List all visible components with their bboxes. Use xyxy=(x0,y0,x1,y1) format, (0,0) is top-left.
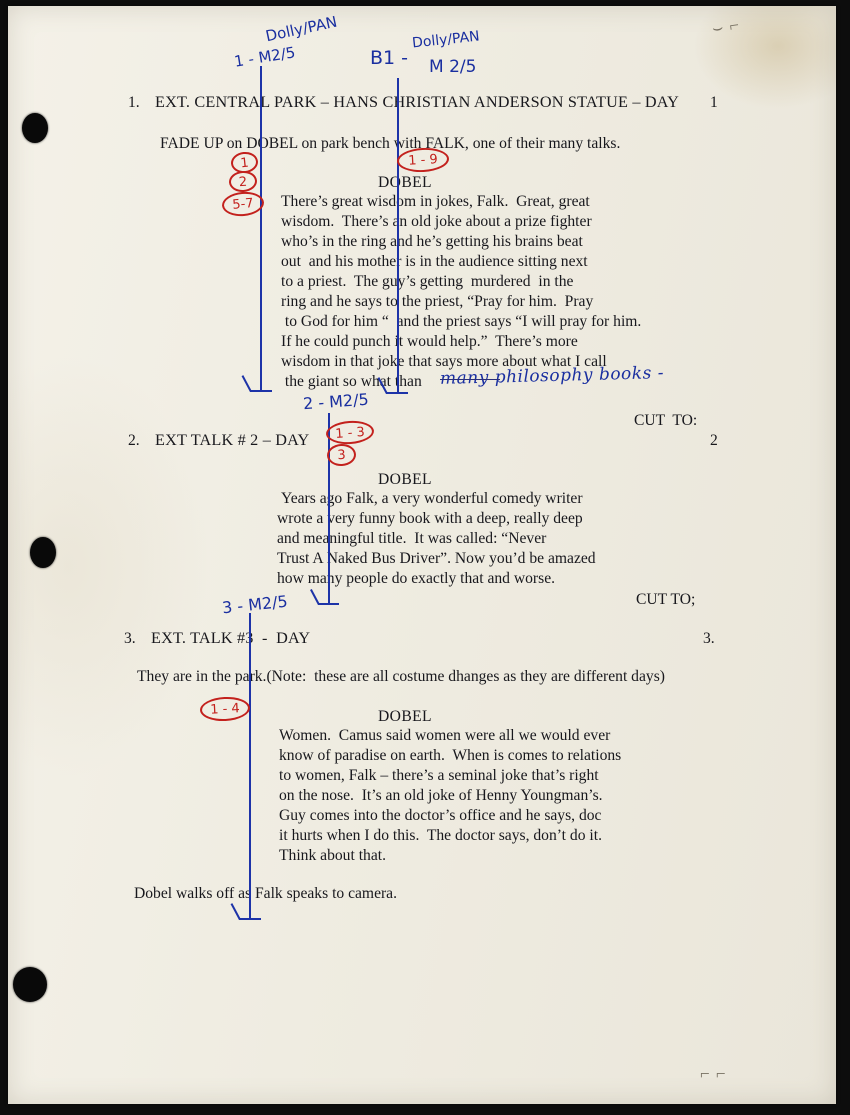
scene-number-left-2: 2. xyxy=(128,432,140,449)
dialogue-line: on the nose. It’s an old joke of Henny Youngman’s. xyxy=(279,787,603,804)
action-line-1: FADE UP on DOBEL on park bench with FALK, one of their many talks. xyxy=(160,135,621,152)
dialogue-line: the giant so what than xyxy=(281,373,422,390)
scene-heading-2: EXT TALK # 2 – DAY xyxy=(155,431,310,449)
dialogue-line: wisdom. There’s an old joke about a prize fighter xyxy=(281,213,592,230)
shot-hold-line-foot xyxy=(318,603,339,605)
red-circle-1-4: 1 - 4 xyxy=(199,696,250,723)
dialogue-line: wrote a very funny book with a deep, really deep xyxy=(277,510,583,527)
character-cue-1: DOBEL xyxy=(378,174,432,191)
action-line-end: Dobel walks off as Falk speaks to camera. xyxy=(134,885,397,902)
dialogue-line: and meaningful title. It was called: “Never xyxy=(277,530,547,547)
scene-number-left-3: 3. xyxy=(124,630,136,647)
character-cue-2: DOBEL xyxy=(378,471,432,488)
shot-hold-line-1 xyxy=(260,66,262,390)
shot-hold-line-b1 xyxy=(397,78,399,392)
handwritten-note-shot-b1: M 2/5 xyxy=(429,57,477,77)
dialogue-line: it hurts when I do this. The doctor says, don’t do it. xyxy=(279,827,602,844)
red-circle-1-9: 1 - 9 xyxy=(396,147,449,174)
scene-number-right-2: 2 xyxy=(710,432,718,449)
dialogue-line: There’s great wisdom in jokes, Falk. Great, great xyxy=(281,193,590,210)
dialogue-line: wisdom in that joke that says more about what I call xyxy=(281,353,607,370)
transition-2: CUT TO; xyxy=(636,591,696,608)
red-circle-1-3: 1 - 3 xyxy=(325,419,374,445)
action-line-3: They are in the park.(Note: these are all costume dhanges as they are different days) xyxy=(137,668,665,685)
character-cue-3: DOBEL xyxy=(378,708,432,725)
handwritten-note-b1: B1 - xyxy=(370,47,409,69)
dialogue-line: know of paradise on earth. When is comes to relations xyxy=(279,747,622,764)
dialogue-line: Think about that. xyxy=(279,847,386,864)
scene-number-left-1: 1. xyxy=(128,94,140,111)
handwritten-note-shot-3: 3 - M2/5 xyxy=(221,591,289,618)
dialogue-line: how many people do exactly that and worse. xyxy=(277,570,556,587)
dialogue-line: ring and he says to the priest, “Pray for him. Pray xyxy=(281,293,594,310)
shot-hold-line-3 xyxy=(249,613,251,918)
handwritten-insert-philosophy-books: many philosophy books - xyxy=(439,363,665,389)
strikethrough-mark xyxy=(440,379,500,380)
dialogue-line: Guy comes into the doctor’s office and he says, doc xyxy=(279,807,602,824)
dialogue-line: out and his mother is in the audience sitting next xyxy=(281,253,588,270)
handwritten-note-shot-2: 2 - M2/5 xyxy=(302,389,370,414)
dialogue-line: to a priest. The guy’s getting murdered in the xyxy=(281,273,574,290)
scene-heading-1: EXT. CENTRAL PARK – HANS CHRISTIAN ANDERSON STATUE – DAY xyxy=(155,93,680,111)
red-circle-3: 3 xyxy=(326,443,356,466)
dialogue-line: Years ago Falk, a very wonderful comedy writer xyxy=(281,490,583,507)
clip-mark-bottom: ⌐ ⌐ xyxy=(700,1064,727,1083)
dialogue-line: to God for him “ and the priest says “I will pray for him. xyxy=(281,313,642,330)
handwritten-note-dolly-pan-2: Dolly/PAN xyxy=(411,28,481,52)
handwritten-note-dolly-pan-1: Dolly/PAN xyxy=(263,12,339,46)
handwritten-note-shot-1: 1 - M2/5 xyxy=(232,43,297,71)
dialogue-line: to women, Falk – there’s a seminal joke that’s right xyxy=(279,767,599,784)
dialogue-line: who’s in the ring and he’s getting his brains beat xyxy=(281,233,583,250)
red-circle-5-7: 5-7 xyxy=(221,190,265,218)
scene-heading-3: EXT. TALK #3 - DAY xyxy=(151,629,311,647)
shot-hold-line-foot xyxy=(386,392,408,394)
clip-mark-top: ⌣ ⌐ xyxy=(710,15,742,38)
scene-number-right-3: 3. xyxy=(703,630,715,647)
scene-number-right-1: 1 xyxy=(710,94,718,111)
dialogue-line: Women. Camus said women were all we would ever xyxy=(279,727,611,744)
dialogue-line: If he could punch it would help.” There’s more xyxy=(281,333,578,350)
shot-hold-line-foot xyxy=(239,918,261,920)
red-circle-2: 2 xyxy=(228,170,257,193)
red-circle-1: 1 xyxy=(230,151,259,175)
shot-hold-line-foot xyxy=(250,390,272,392)
transition-1: CUT TO: xyxy=(634,412,698,429)
dialogue-line: Trust A Naked Bus Driver”. Now you’d be amazed xyxy=(277,550,596,567)
